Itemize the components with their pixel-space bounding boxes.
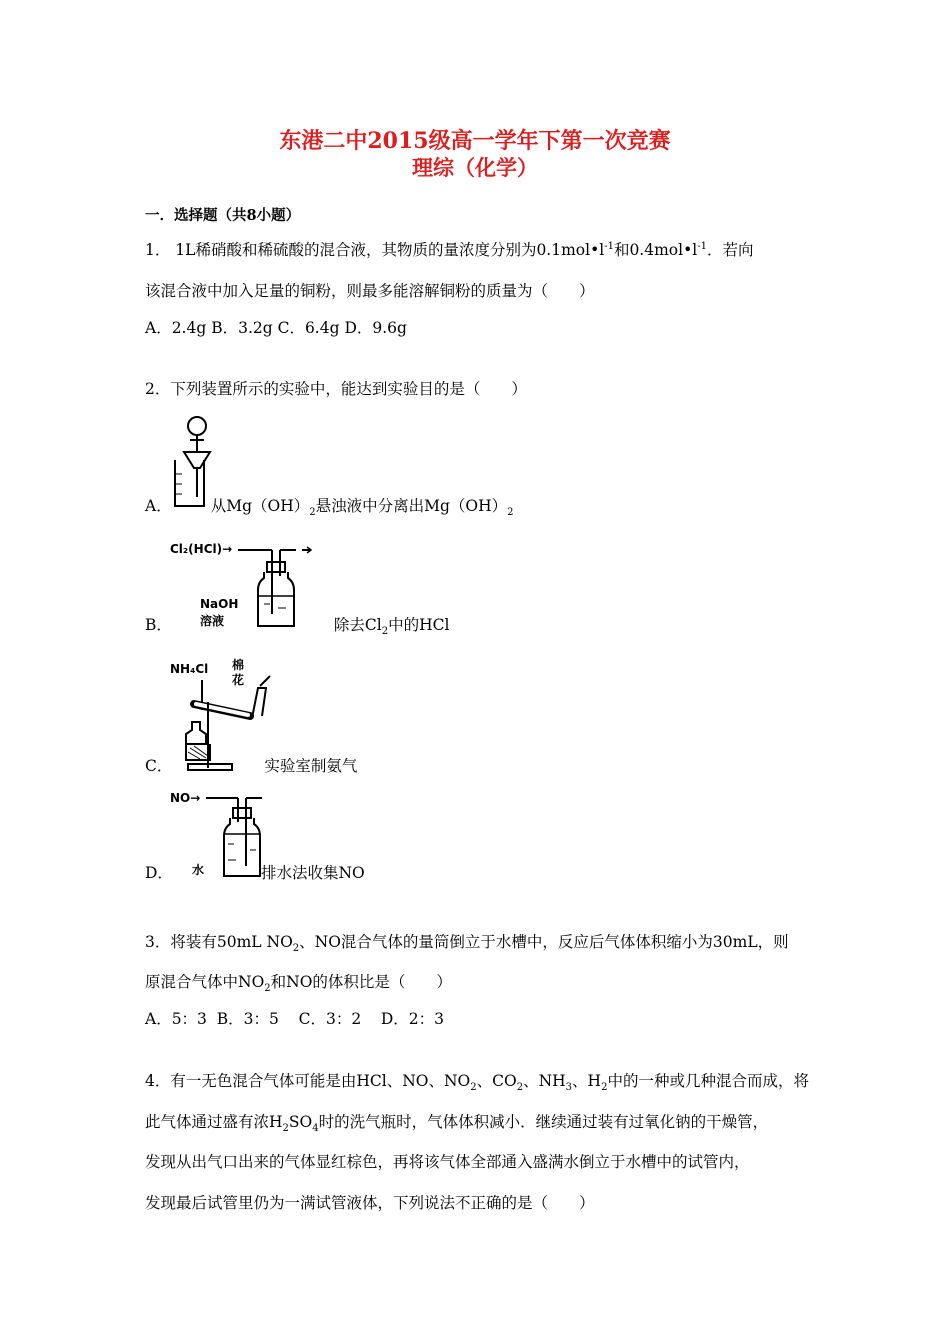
q2-option-a: A． 从$Mg(OH)_2$悬浊液中分离出$Mg(OH)_2$: [145, 497, 514, 519]
document-title: 东港二中2015级高一学年下第一次竞赛: [279, 128, 671, 154]
b-fig-gas-label: Cl₂(HCl)→: [170, 542, 233, 556]
d-fig-water-label: 水: [192, 863, 205, 877]
q4-line2: 此气体通过盛有浓$H_2SO_4$时的洗气瓶时，气体体积减小．继续通过装有过氧化钠的干燥管，: [145, 1113, 769, 1135]
q3-options: A．5：3 B．3：5 C．3：2 D．2：3: [145, 1010, 445, 1028]
q1-line1: 1． 1L稀硝酸和稀硫酸的混合液，其物质的量浓度分别为$0.1mol•l^{-1}$和$0.4mol•l^{-1}$．若向: [145, 240, 754, 259]
q4-line4: 发现最后试管里仍为一满试管液体，下列说法不正确的是（ ）: [145, 1194, 595, 1212]
q3-line2: 原混合气体中$NO_2$和NO的体积比是（ ）: [145, 973, 452, 995]
q4-line3: 发现从出气口出来的气体显红棕色，再将该气体全部通入盛满水倒立于水槽中的试管内，: [145, 1153, 750, 1171]
q4-line1: 4．有一无色混合气体可能是由HCl、NO、$NO_2$、$CO_2$、$NH_3$、$H_2$中的一种或几种混合而成，将: [145, 1072, 809, 1094]
q1-options: A．2.4g B．3.2g C．6.4g D．9.6g: [145, 319, 407, 337]
b-fig-naoh-label: NaOH: [200, 597, 239, 611]
q1-line2: 该混合液中加入足量的铜粉，则最多能溶解铜粉的质量为（ ）: [145, 282, 595, 300]
q2-stem: 2．下列装置所示的实验中，能达到实验目的是（ ）: [145, 380, 527, 398]
section-heading: 一．选择题（共8小题）: [145, 207, 301, 224]
c-fig-nh4cl-label: NH₄Cl: [170, 662, 209, 676]
c-fig-cotton-label-1: 棉: [232, 658, 245, 672]
q2-option-c: C． 实验室制氨气: [145, 757, 358, 775]
d-fig-no-label: NO→: [170, 791, 201, 805]
b-fig-solution-label: 溶液: [200, 614, 225, 628]
q2-option-b: B． 除去$Cl_2$中的HCl: [145, 616, 450, 638]
q3-line1: 3．将装有50mL $NO_2$、NO混合气体的量筒倒立于水槽中，反应后气体体积缩小为30mL，则: [145, 933, 789, 955]
q2-option-d: D． 排水法收集NO: [145, 864, 365, 882]
document-subtitle: 理综（化学）: [412, 155, 538, 180]
c-fig-cotton-label-2: 花: [232, 673, 245, 687]
